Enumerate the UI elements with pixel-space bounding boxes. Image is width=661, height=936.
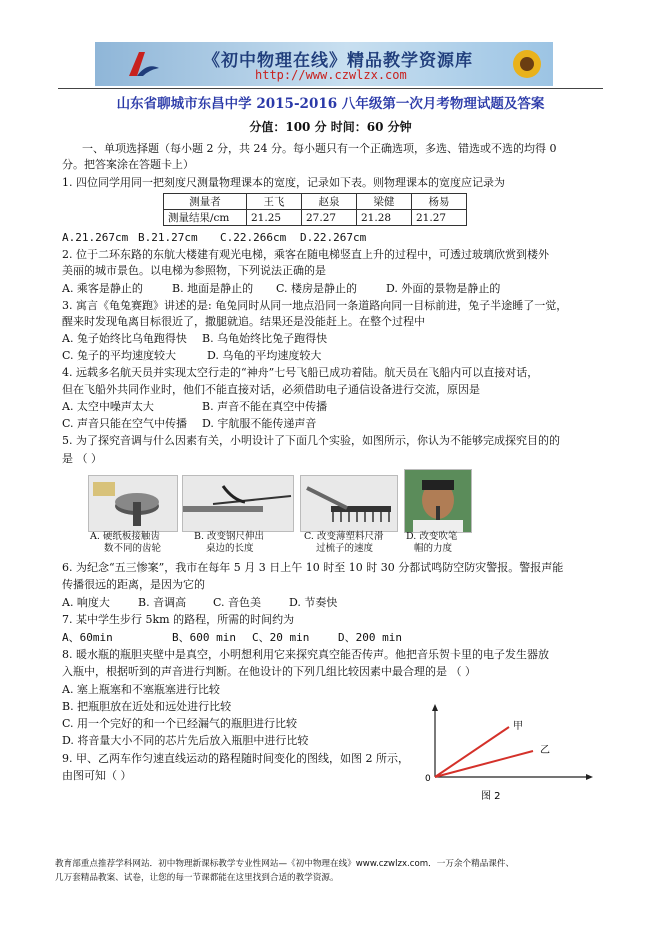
- q3-option-a: A. 兔子始终比乌龟跑得快: [62, 332, 187, 345]
- q5-caption-c-line1: C. 改变薄塑料尺滑: [304, 531, 384, 542]
- q4-option-c: C. 声音只能在空气中传播: [62, 417, 188, 430]
- q5-caption-b-line1: B. 改变钢尺伸出: [194, 531, 265, 542]
- figure-2-distance-time-graph: [403, 703, 595, 803]
- q7-option-d: D、200 min: [338, 631, 402, 644]
- q5-caption-d-line1: D. 改变吹笔: [406, 531, 458, 542]
- line-yi: [435, 751, 533, 777]
- table-row: [164, 210, 467, 226]
- section1-instructions-line2: 分。把答案涂在答题卡上）: [62, 158, 194, 171]
- question-9-line2: 由图可知（ ）: [62, 769, 132, 782]
- q6-option-c: C. 音色美: [213, 596, 262, 609]
- q3-option-c: C. 兔子的平均速度较大: [62, 349, 177, 362]
- question-3-line2: 醒来时发现龟离目标很近了，撒腿就追。结果还是没能赶上。在整个过程中: [62, 315, 425, 328]
- q6-option-d: D. 节奏快: [289, 596, 338, 609]
- q8-option-a: A. 塞上瓶塞和不塞瓶塞进行比较: [62, 683, 220, 696]
- q6-option-a: A. 响度大: [62, 596, 110, 609]
- q3-option-b: B. 乌龟始终比兔子跑得快: [202, 332, 328, 345]
- q7-option-c: C、20 min: [252, 631, 310, 644]
- question-7-stem: 7. 某中学生步行 5km 的路程，所需的时间约为: [62, 613, 295, 626]
- question-6-line1: 6. 为纪念“五三惨案”，我市在每年 5 月 3 日上午 10 时至 10 时 30 分都试鸣防空防灾警报。警报声能: [62, 561, 564, 574]
- website-logo-icon: [125, 48, 161, 80]
- q1-option-d: D.22.267cm: [300, 231, 367, 244]
- q8-option-c: C. 用一个完好的和一个已经漏气的瓶胆进行比较: [62, 717, 298, 730]
- table-row: [164, 194, 467, 210]
- question-6-line2: 传播很远的距离，是因为它的: [62, 578, 205, 591]
- question-1-stem: 1. 四位同学用同一把刻度尺测量物理课本的宽度，记录如下表。则物理课本的宽度应记录为: [62, 176, 505, 189]
- origin-label: 0: [425, 774, 431, 784]
- q2-option-b: B. 地面是静止的: [172, 282, 254, 295]
- q5-image-a-gears: [88, 475, 178, 532]
- question-4-line2: 但在飞船外共同作业时，他们不能直接对话，必须借助电子通信设备进行交流，原因是: [62, 383, 480, 396]
- table-row-label: 测量结果/cm: [164, 210, 247, 226]
- banner-brand: 《初中物理在线》精品教学资源库: [203, 51, 473, 71]
- q5-image-b-steel-ruler: [182, 475, 294, 532]
- table-header-cell: 赵泉: [302, 194, 357, 210]
- banner-url: http://www.czwlzx.com: [255, 68, 407, 82]
- label-yi: 乙: [540, 745, 550, 756]
- table-header-cell: 杨易: [412, 194, 467, 210]
- q7-option-b: B、600 min: [172, 631, 236, 644]
- question-9-line1: 9. 甲、乙两车作匀速直线运动的路程随时间变化的图线，如图 2 所示，: [62, 752, 409, 765]
- q5-caption-d-line2: 帽的力度: [414, 543, 453, 554]
- question-2-line2: 美丽的城市景色。以电梯为参照物，下列说法正确的是: [62, 264, 326, 277]
- footer-line2: 几万套精品教案、试卷，让您的每一节课都能在这里找到合适的教学资源。: [55, 873, 339, 883]
- ruler-icon: [183, 476, 293, 531]
- table-cell: 21.28: [357, 210, 412, 226]
- question-3-line1: 3. 寓言《龟兔赛跑》讲述的是: 龟兔同时从同一地点沿同一条道路向同一目标前进，兔子半途睡了一觉，: [62, 299, 568, 312]
- header-banner: [95, 42, 553, 86]
- q4-option-b: B. 声音不能在真空中传播: [202, 400, 328, 413]
- q7-option-a: A、60min: [62, 631, 113, 644]
- q5-image-c-comb: [300, 475, 398, 532]
- q1-option-c: C.22.266cm: [220, 231, 287, 244]
- comb-icon: [301, 476, 397, 531]
- figure-caption: 图 2: [481, 791, 501, 802]
- line-jia: [435, 727, 509, 777]
- table-header-cell: 王飞: [247, 194, 302, 210]
- q6-option-b: B. 音调高: [138, 596, 187, 609]
- x-axis-arrow-icon: [586, 774, 593, 780]
- q4-option-a: A. 太空中噪声太大: [62, 400, 154, 413]
- q8-option-d: D. 将音量大小不同的芯片先后放入瓶胆中进行比较: [62, 734, 309, 747]
- boy-icon: [405, 470, 471, 532]
- q5-caption-a-line2: 数不同的齿轮: [104, 543, 162, 554]
- q5-caption-c-line2: 过梳子的速度: [316, 543, 374, 554]
- label-jia: 甲: [513, 721, 523, 732]
- q2-option-c: C. 楼房是静止的: [276, 282, 358, 295]
- table-header-cell: 梁健: [357, 194, 412, 210]
- q1-option-a: A.21.267cm: [62, 231, 129, 244]
- question-8-line1: 8. 暖水瓶的瓶胆夹壁中是真空，小明想利用它来探究真空能否传声。他把音乐贺卡里的电子发生器放: [62, 648, 549, 661]
- page-title: 山东省聊城市东昌中学 2015-2016 八年级第一次月考物理试题及答案: [116, 96, 545, 112]
- table-cell: 27.27: [302, 210, 357, 226]
- question-5-line1: 5. 为了探究音调与什么因素有关，小明设计了下面几个实验，如图所示，你认为不能够完成探究目的的: [62, 434, 560, 447]
- q1-measurement-table: [163, 193, 467, 226]
- question-8-line2: 入瓶中，根据听到的声音进行判断。在他设计的下列几组比较因素中最合理的是 （ ）: [62, 665, 476, 678]
- gear-icon: [89, 476, 177, 531]
- score-time-line: 分值：100 分 时间：60 分钟: [249, 120, 412, 134]
- sunflower-icon: [505, 44, 549, 84]
- q5-image-d-boy-blowing-pen-cap: [404, 469, 472, 533]
- y-axis-arrow-icon: [432, 704, 438, 711]
- question-2-line1: 2. 位于二环东路的东航大楼建有观光电梯，乘客在随电梯竖直上升的过程中，可透过玻璃欣赏到楼外: [62, 248, 549, 261]
- q5-caption-a-line1: A. 硬纸板接触齿: [90, 531, 160, 542]
- q3-option-d: D. 乌龟的平均速度较大: [207, 349, 322, 362]
- question-4-line1: 4. 远载多名航天员并实现太空行走的“神舟”七号飞船已成功着陆。航天员在飞船内可以直接对话，: [62, 366, 539, 379]
- section1-instructions-line1: 一、单项选择题（每小题 2 分，共 24 分。每小题只有一个正确选项，多选、错选或不选的均得 0: [82, 142, 557, 155]
- q2-option-a: A. 乘客是静止的: [62, 282, 143, 295]
- table-header-cell: 测量者: [164, 194, 247, 210]
- table-cell: 21.27: [412, 210, 467, 226]
- q2-option-d: D. 外面的景物是静止的: [386, 282, 501, 295]
- q5-caption-b-line2: 桌边的长度: [206, 543, 254, 554]
- q4-option-d: D. 宇航服不能传递声音: [202, 417, 317, 430]
- q8-option-b: B. 把瓶胆放在近处和远处进行比较: [62, 700, 232, 713]
- header-rule: [58, 88, 603, 89]
- q1-option-b: B.21.27cm: [138, 231, 198, 244]
- table-cell: 21.25: [247, 210, 302, 226]
- footer-line1: 教育部重点推荐学科网站．初中物理新课标教学专业性网站—《初中物理在线》www.czwlzx.com．一万余个精品课件、: [55, 859, 515, 869]
- question-5-line2: 是 （ ）: [62, 452, 102, 465]
